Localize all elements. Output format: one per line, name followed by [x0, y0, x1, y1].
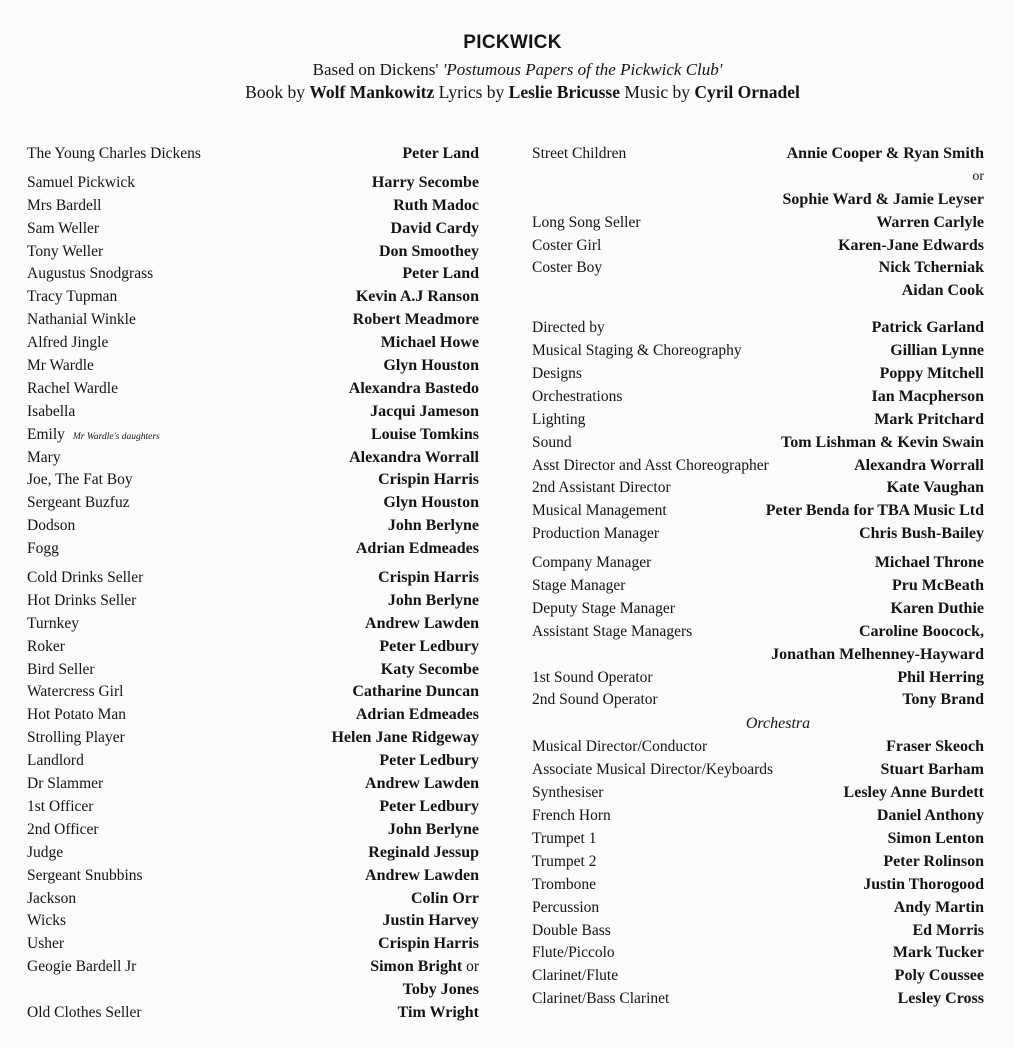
creative-row	[532, 477, 984, 500]
cast-row	[532, 212, 984, 235]
cast-row	[27, 865, 479, 888]
cast-row	[27, 492, 479, 515]
musician: Lesley Anne Burdett	[843, 784, 984, 802]
subtitle-prefix: Based on Dickens'	[312, 60, 443, 79]
role: Mrs Bardell	[27, 196, 102, 214]
role: Street Children	[532, 145, 627, 162]
book-label: Book by	[245, 82, 305, 102]
person: Jonathan Melhenney-Hayward	[771, 645, 984, 663]
orchestra-row	[532, 942, 984, 965]
person: Chris Bush-Bailey	[859, 525, 984, 543]
orchestra-row	[532, 874, 984, 897]
creative-row	[532, 386, 984, 409]
performer-with-or	[370, 956, 479, 979]
role: Joe, The Fat Boy	[27, 471, 133, 489]
role: Coster Girl	[532, 236, 602, 254]
performer: Crispin Harris	[378, 569, 479, 587]
cast-row	[27, 933, 479, 956]
performer: Karen-Jane Edwards	[838, 236, 984, 254]
role: Sergeant Snubbins	[27, 866, 143, 884]
musician: Lesley Cross	[897, 990, 984, 1008]
instrument: Musical Director/Conductor	[532, 738, 708, 756]
cast-row	[27, 659, 479, 682]
cast-row	[27, 750, 479, 773]
role-with-note	[27, 424, 160, 449]
lyricist: Leslie Bricusse	[508, 82, 620, 102]
role: Isabella	[27, 402, 76, 420]
cast-row	[27, 143, 479, 166]
role: Jackson	[27, 889, 77, 907]
performer: Reginald Jessup	[368, 843, 479, 861]
cast-row	[27, 796, 479, 819]
role: Designs	[532, 365, 582, 383]
performer: Ruth Madoc	[393, 196, 479, 214]
alternate-performer: Aidan Cook	[901, 282, 984, 300]
orchestra-row	[532, 920, 984, 943]
role: Old Clothes Seller	[27, 1003, 142, 1021]
cast-row	[27, 819, 479, 842]
cast-row	[27, 218, 479, 241]
creative-row	[532, 621, 984, 644]
cast-list-right	[532, 143, 984, 1011]
performer: Peter Ledbury	[379, 752, 479, 770]
role: Geogie Bardell Jr	[27, 958, 137, 976]
cast-row	[27, 515, 479, 538]
page-title: PICKWICK	[463, 32, 562, 53]
programme-header	[0, 32, 1015, 103]
performer: Andrew Lawden	[365, 775, 479, 793]
cast-row	[27, 1002, 479, 1025]
performer: Peter Ledbury	[379, 637, 479, 655]
instrument: French Horn	[532, 807, 611, 825]
musician: Fraser Skeoch	[886, 738, 984, 756]
instrument: Trumpet 2	[532, 852, 597, 870]
person: Tony Brand	[902, 691, 984, 709]
orchestra-row	[532, 897, 984, 920]
cast-row	[27, 378, 479, 401]
role: Stage Manager	[532, 577, 626, 595]
person: Gillian Lynne	[890, 342, 984, 360]
role: Emily	[27, 425, 65, 443]
orchestra-heading: Orchestra	[745, 715, 811, 733]
instrument: Percussion	[532, 898, 600, 916]
performer: Michael Howe	[380, 334, 479, 352]
musician: Ed Morris	[912, 921, 984, 939]
cast-row	[532, 257, 984, 280]
role: Coster Boy	[532, 259, 603, 277]
instrument: Double Bass	[532, 921, 611, 939]
role: Sergeant Buzfuz	[27, 494, 130, 512]
orchestra-row	[532, 851, 984, 874]
performer: Glyn Houston	[383, 357, 479, 375]
performer: Crispin Harris	[378, 471, 479, 489]
cast-row	[27, 172, 479, 195]
cast-row	[27, 469, 479, 492]
role: Hot Drinks Seller	[27, 591, 137, 609]
creative-row	[532, 432, 984, 455]
person: Poppy Mitchell	[879, 365, 984, 383]
person: Patrick Garland	[871, 319, 984, 337]
performer: Justin Harvey	[382, 912, 479, 930]
orchestra-row	[532, 782, 984, 805]
person: Karen Duthie	[890, 599, 984, 617]
role: Company Manager	[532, 554, 652, 572]
person: Alexandra Worrall	[854, 456, 984, 474]
subtitle-work: 'Postumous Papers of the Pickwick Club'	[442, 60, 723, 79]
cast-row	[27, 681, 479, 704]
musician: Peter Rolinson	[883, 852, 984, 870]
cast-row	[27, 538, 479, 561]
book-author: Wolf Mankowitz	[309, 82, 435, 102]
subtitle	[20, 60, 1015, 80]
authors-line	[30, 82, 1015, 103]
musician: Simon Lenton	[887, 829, 984, 847]
performer: Peter Land	[402, 145, 479, 162]
cast-row-continuation	[532, 280, 984, 303]
orchestra-row	[532, 759, 984, 782]
role: Roker	[27, 637, 65, 655]
role: Musical Management	[532, 502, 667, 520]
alternate-performer: Sophie Ward & Jamie Leyser	[782, 190, 984, 208]
role: Tony Weller	[27, 242, 104, 260]
role: Bird Seller	[27, 660, 95, 678]
performer: Alexandra Bastedo	[348, 379, 479, 397]
performer: John Berlyne	[387, 517, 479, 535]
role: Alfred Jingle	[27, 334, 109, 352]
person: Peter Benda for TBA Music Ltd	[765, 502, 984, 520]
alternate-performer: Toby Jones	[402, 981, 479, 999]
person: Michael Throne	[874, 554, 984, 572]
role: Dr Slammer	[27, 775, 104, 793]
musician: Stuart Barham	[880, 761, 984, 779]
musician: Justin Thorogood	[863, 875, 984, 893]
person: Caroline Boocock,	[858, 622, 984, 640]
performer: Kevin A.J Ranson	[355, 288, 479, 306]
performer: Don Smoothey	[378, 242, 479, 260]
creative-row	[532, 575, 984, 598]
role: Dodson	[27, 517, 76, 535]
role: Assistant Stage Managers	[532, 622, 693, 640]
cast-row	[27, 447, 479, 470]
person: Mark Pritchard	[874, 410, 984, 428]
creative-row	[532, 317, 984, 340]
role: 2nd Officer	[27, 820, 99, 838]
cast-row	[27, 636, 479, 659]
performer: Louise Tomkins	[370, 425, 479, 443]
role: Sound	[532, 433, 572, 451]
role: Asst Director and Asst Choreographer	[532, 456, 769, 474]
person: Phil Herring	[897, 668, 984, 686]
role: Turnkey	[27, 614, 79, 632]
performer: Jacqui Jameson	[370, 402, 479, 420]
role: Fogg	[27, 540, 59, 558]
cast-row	[27, 401, 479, 424]
role: Mr Wardle	[27, 357, 94, 375]
orchestra-row	[532, 805, 984, 828]
role: Sam Weller	[27, 219, 100, 237]
or-label: or	[972, 168, 984, 184]
orchestra-row	[532, 736, 984, 759]
creative-row	[532, 363, 984, 386]
role: Watercress Girl	[27, 683, 124, 701]
performer: Adrian Edmeades	[355, 540, 479, 558]
performer: Alexandra Worrall	[349, 448, 479, 466]
person: Pru McBeath	[892, 577, 984, 595]
musician: Andy Martin	[893, 898, 984, 916]
performer: Simon Bright	[370, 958, 463, 976]
role-note: Mr Wardle's daughters	[72, 431, 160, 442]
role: Strolling Player	[27, 729, 125, 747]
role: Musical Staging & Choreography	[532, 342, 742, 360]
musician: Daniel Anthony	[876, 807, 984, 825]
person: Ian Macpherson	[871, 387, 984, 405]
cast-row	[27, 332, 479, 355]
person: Tom Lishman & Kevin Swain	[780, 433, 984, 451]
cast-row	[27, 424, 479, 447]
role: Deputy Stage Manager	[532, 599, 675, 617]
creative-row	[532, 455, 984, 478]
cast-row	[27, 704, 479, 727]
creative-row	[532, 409, 984, 432]
role: Nathanial Winkle	[27, 311, 136, 329]
cast-row	[27, 567, 479, 590]
instrument: Trombone	[532, 875, 597, 893]
performer: John Berlyne	[387, 591, 479, 609]
cast-row	[27, 956, 479, 979]
cast-row	[27, 590, 479, 613]
performer: Annie Cooper & Ryan Smith	[786, 145, 984, 162]
performer: Peter Land	[402, 265, 479, 283]
cast-row	[27, 773, 479, 796]
creative-row	[532, 523, 984, 546]
role: The Young Charles Dickens	[27, 145, 201, 162]
role: Wicks	[27, 912, 66, 930]
cast-row	[27, 286, 479, 309]
cast-row	[27, 888, 479, 911]
creative-row	[532, 689, 984, 712]
cast-row	[27, 309, 479, 332]
performer: Adrian Edmeades	[355, 706, 479, 724]
role: Mary	[27, 448, 61, 466]
creative-row-continuation	[532, 644, 984, 667]
cast-list-left	[27, 143, 479, 1025]
role: Usher	[27, 935, 65, 953]
musician: Poly Coussee	[894, 967, 984, 985]
cast-row	[27, 241, 479, 264]
role: Long Song Seller	[532, 213, 641, 231]
instrument: Associate Musical Director/Keyboards	[532, 761, 774, 779]
creative-row	[532, 667, 984, 690]
performer: Andrew Lawden	[365, 866, 479, 884]
cast-row	[27, 263, 479, 286]
role: Cold Drinks Seller	[27, 569, 144, 587]
creative-row	[532, 598, 984, 621]
role: Tracy Tupman	[27, 288, 118, 306]
performer: Tim Wright	[397, 1003, 479, 1021]
performer: Andrew Lawden	[365, 614, 479, 632]
role: Directed by	[532, 319, 605, 337]
performer: Glyn Houston	[383, 494, 479, 512]
person: Kate Vaughan	[886, 479, 984, 497]
performer: Nick Tcherniak	[878, 259, 984, 277]
creative-row	[532, 500, 984, 523]
cast-row	[27, 195, 479, 218]
role: Lighting	[532, 410, 586, 428]
cast-row-continuation	[532, 189, 984, 212]
cast-row-continuation	[27, 979, 479, 1002]
role: Samuel Pickwick	[27, 173, 136, 191]
role: 1st Sound Operator	[532, 668, 653, 686]
performer: Colin Orr	[411, 889, 479, 907]
orchestra-row	[532, 988, 984, 1011]
orchestra-row	[532, 965, 984, 988]
performer: John Berlyne	[387, 820, 479, 838]
role: Judge	[27, 843, 64, 861]
orchestra-row	[532, 828, 984, 851]
role: Orchestrations	[532, 387, 623, 405]
instrument: Flute/Piccolo	[532, 944, 615, 962]
performer: Robert Meadmore	[352, 311, 479, 329]
instrument: Clarinet/Flute	[532, 967, 619, 985]
role: 1st Officer	[27, 797, 94, 815]
instrument: Trumpet 1	[532, 829, 597, 847]
performer: Peter Ledbury	[379, 797, 479, 815]
instrument: Clarinet/Bass Clarinet	[532, 990, 670, 1008]
performer: Catharine Duncan	[352, 683, 479, 701]
creative-row	[532, 340, 984, 363]
or-label: or	[466, 958, 479, 976]
role: Rachel Wardle	[27, 379, 118, 397]
performer: Helen Jane Ridgeway	[331, 729, 479, 747]
cast-row	[27, 613, 479, 636]
cast-row	[27, 727, 479, 750]
role: Production Manager	[532, 525, 659, 543]
cast-row	[27, 910, 479, 933]
musician: Mark Tucker	[892, 944, 984, 962]
creative-row	[532, 552, 984, 575]
role: Augustus Snodgrass	[27, 265, 154, 283]
performer: David Cardy	[390, 219, 479, 237]
cast-row	[27, 355, 479, 378]
instrument: Synthesiser	[532, 784, 604, 802]
role: Landlord	[27, 752, 84, 770]
cast-row	[27, 842, 479, 865]
performer: Warren Carlyle	[876, 213, 984, 231]
cast-row	[532, 143, 984, 166]
or-line	[532, 166, 984, 189]
performer: Harry Secombe	[371, 173, 479, 191]
lyrics-label: Lyrics by	[438, 82, 505, 102]
cast-row	[532, 235, 984, 258]
composer: Cyril Ornadel	[694, 82, 800, 102]
role: 2nd Assistant Director	[532, 479, 671, 497]
role: 2nd Sound Operator	[532, 691, 658, 709]
music-label: Music by	[624, 82, 690, 102]
role: Hot Potato Man	[27, 706, 127, 724]
performer: Katy Secombe	[380, 660, 479, 678]
performer: Crispin Harris	[378, 935, 479, 953]
